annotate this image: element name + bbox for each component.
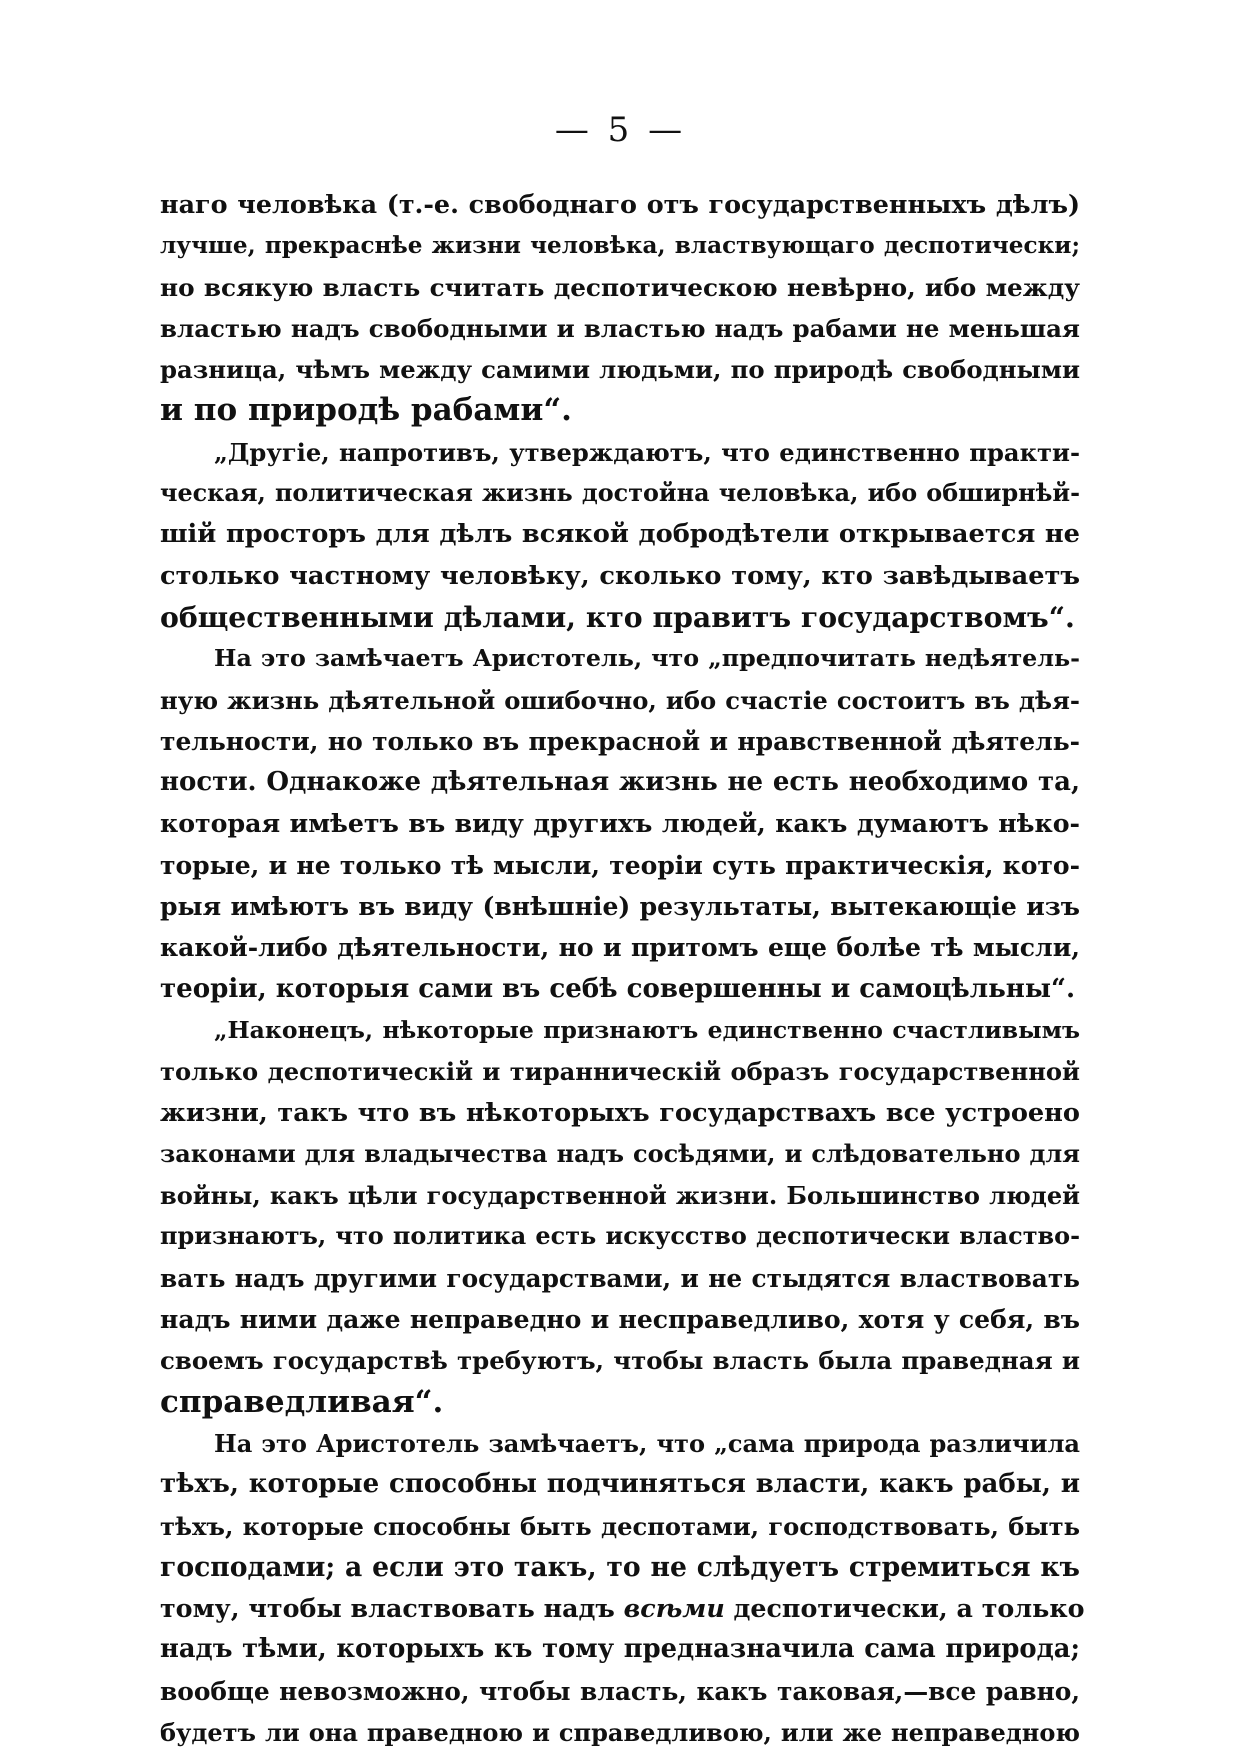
text-line: которая имѣетъ въ виду другихъ людей, какъ думаютъ нѣко- [160, 808, 1080, 839]
text-line: шій просторъ для дѣлъ всякой добродѣтели открывается не [160, 519, 1080, 550]
text-line: теоріи, которыя сами въ себѣ совершенны и самоцѣльны“. [160, 973, 1076, 1004]
text-line: рыя имѣютъ въ виду (внѣшніе) результаты, вытекающіе изъ [160, 891, 1080, 922]
text-line: своемъ государствѣ требуютъ, чтобы власть была праведная и [160, 1346, 1080, 1376]
text-line: вообще невозможно, чтобы власть, какъ таковая,—все равно, [160, 1676, 1080, 1706]
text-line: торые, и не только тѣ мысли, теоріи суть практическія, кото- [160, 850, 1080, 880]
page-number: — 5 — [554, 110, 687, 150]
text-line: тому, чтобы властвовать надъ всѣми деспотически, а только [160, 1593, 1085, 1624]
text-line: властью надъ свободными и властью надъ рабами не меньшая [160, 313, 1080, 343]
text-line: тѣхъ, которые способны подчиняться власти, какъ рабы, и [160, 1469, 1080, 1500]
text-line: общественными дѣлами, кто правитъ государствомъ“. [160, 599, 1075, 634]
text-line: и по природѣ рабами“. [160, 392, 572, 429]
text-line: только деспотическій и тиранническій образъ государственной [160, 1057, 1080, 1087]
text-line: столько частному человѣку, сколько тому, кто завѣдываетъ [160, 560, 1080, 591]
text-line: но всякую власть считать деспотическою невѣрно, ибо между [160, 272, 1080, 302]
text-line: „Другіе, напротивъ, утверждаютъ, что единственно практи- [214, 437, 1080, 467]
text-line: вать надъ другими государствами, и не стыдятся властвовать [160, 1263, 1080, 1293]
text-line: На это Аристотель замѣчаетъ, что „сама природа различила [214, 1428, 1080, 1458]
text-line: справедливая“. [160, 1383, 444, 1420]
text-line: ческая, политическая жизнь достойна человѣка, ибо обширнѣй- [160, 479, 1080, 508]
text-line: признаютъ, что политика есть искусство деспотически властво- [160, 1222, 1080, 1251]
text-line: „Наконецъ, нѣкоторые признаютъ единственно счастливымъ [214, 1015, 1080, 1044]
text-line: законами для владычества надъ сосѣдями, и слѣдовательно для [160, 1139, 1080, 1168]
text-line: господами; а если это такъ, то не слѣдуетъ стремиться къ [160, 1551, 1080, 1583]
text-line: войны, какъ цѣли государственной жизни. Большинство людей [160, 1181, 1080, 1211]
emphasized-word: всѣми [623, 1593, 725, 1624]
text-line: наго человѣка (т.-е. свободнаго отъ государственныхъ дѣлъ) [160, 189, 1080, 219]
text-line: будетъ ли она праведною и справедливою, или же неправедною [160, 1717, 1080, 1747]
text-line: ную жизнь дѣятельной ошибочно, ибо счастіе состоитъ въ дѣя- [160, 685, 1080, 715]
text-line: лучше, прекраснѣе жизни человѣка, властвующаго деспотически; [160, 232, 1080, 260]
text-line: жизни, такъ что въ нѣкоторыхъ государствахъ все устроено [160, 1097, 1080, 1128]
text-line: надъ ними даже неправедно и несправедливо, хотя у себя, въ [160, 1304, 1080, 1335]
text-line: тельности, но только въ прекрасной и нравственной дѣятель- [160, 726, 1080, 756]
text-line: На это замѣчаетъ Аристотель, что „предпочитать недѣятель- [214, 644, 1080, 673]
text-line: тѣхъ, которые способны быть деспотами, господствовать, быть [160, 1511, 1080, 1541]
text-line: ности. Однакоже дѣятельная жизнь не есть необходимо та, [160, 767, 1080, 798]
text-line: какой-либо дѣятельности, но и притомъ еще болѣе тѣ мысли, [160, 932, 1080, 963]
body-text [160, 184, 1085, 1753]
text-line: разница, чѣмъ между самими людьми, по природѣ свободными [160, 355, 1080, 385]
text-line: надъ тѣми, которыхъ къ тому предназначила сама природа; [160, 1634, 1080, 1665]
